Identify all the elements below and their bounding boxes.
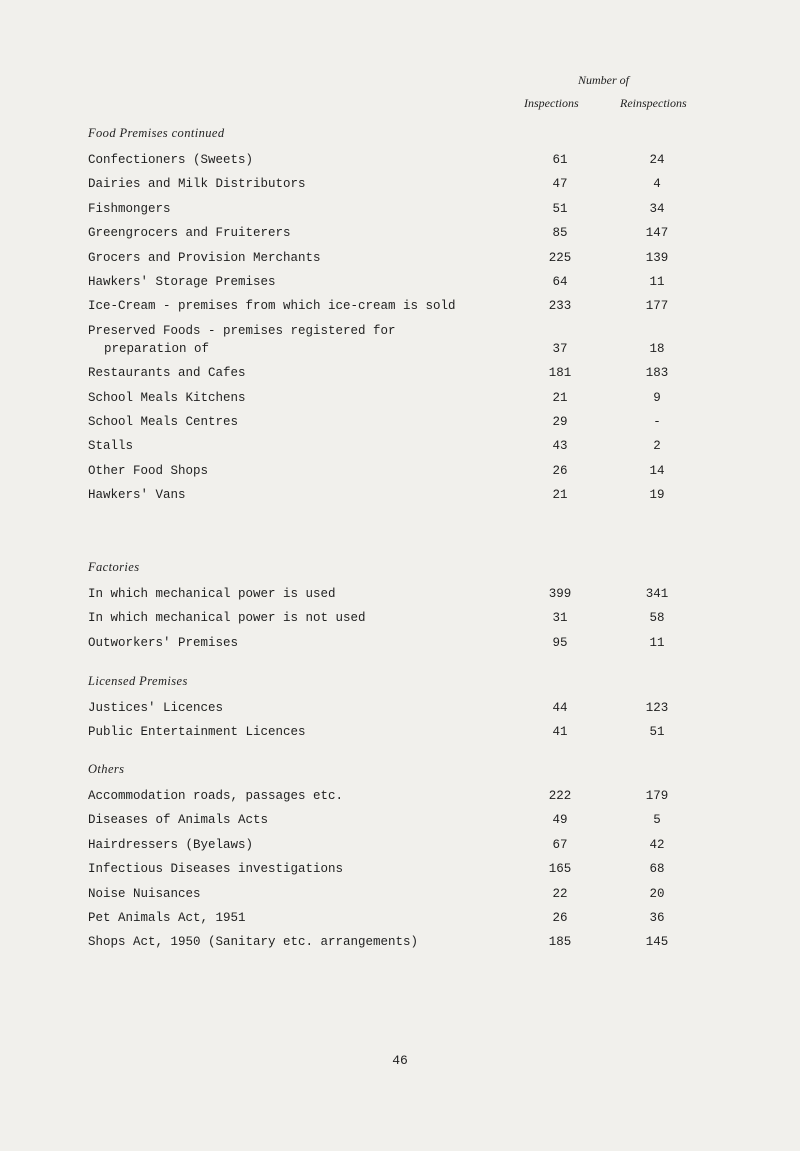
inspections-value: 51 <box>552 201 568 216</box>
row-label: Pet Animals Act, 1951 <box>88 911 246 925</box>
row-label: Fishmongers <box>88 201 171 216</box>
reinspections-value: 11 <box>649 275 665 289</box>
reinspections-value: 42 <box>649 837 665 852</box>
inspections-value: 31 <box>552 611 568 626</box>
reinspections-value: - <box>653 415 661 429</box>
reinspections-column-header: Reinspections <box>620 96 687 110</box>
row-label: Other Food Shops <box>88 463 209 478</box>
reinspections-value: 36 <box>649 911 665 925</box>
row-label: In which mechanical power is not used <box>88 611 366 626</box>
inspections-value: 85 <box>552 226 568 241</box>
row-label: In which mechanical power is used <box>88 587 336 601</box>
inspections-value: 233 <box>548 299 572 314</box>
reinspections-value: 2 <box>653 439 661 454</box>
row-label: School Meals Centres <box>88 415 239 429</box>
inspections-value: 44 <box>552 701 568 715</box>
reinspections-value: 4 <box>653 177 661 192</box>
row-label: Restaurants and Cafes <box>88 366 246 381</box>
reinspections-value: 123 <box>645 701 669 715</box>
reinspections-value: 5 <box>653 813 661 828</box>
row-label: Diseases of Animals Acts <box>88 813 269 828</box>
reinspections-value: 145 <box>645 935 669 950</box>
row-label: Hairdressers (Byelaws) <box>88 837 254 852</box>
row-label: Infectious Diseases investigations <box>88 862 344 877</box>
reinspections-value: 179 <box>645 789 669 803</box>
inspections-value: 21 <box>552 390 568 405</box>
inspections-value: 43 <box>552 439 568 454</box>
row-label-continuation: preparation of <box>104 341 210 356</box>
inspections-value: 222 <box>548 789 572 803</box>
row-label: Hawkers' Vans <box>88 488 186 503</box>
reinspections-value: 11 <box>649 635 665 650</box>
inspections-value: 64 <box>552 275 568 289</box>
row-label: School Meals Kitchens <box>88 390 246 405</box>
inspections-value: 47 <box>552 177 568 192</box>
reinspections-value: 19 <box>649 488 665 503</box>
reinspections-value: 24 <box>649 153 665 167</box>
inspections-value: 37 <box>552 341 568 356</box>
inspections-value: 22 <box>552 886 568 901</box>
reinspections-value: 68 <box>649 862 665 877</box>
inspections-value: 29 <box>552 415 568 429</box>
inspections-value: 49 <box>552 813 568 828</box>
inspections-value: 165 <box>548 862 572 877</box>
section-title: Factories <box>88 560 140 574</box>
reinspections-value: 139 <box>645 250 669 265</box>
page-number: 46 <box>392 1053 408 1068</box>
row-label: Accommodation roads, passages etc. <box>88 789 344 803</box>
inspections-value: 185 <box>548 935 572 950</box>
inspections-value: 95 <box>552 635 568 650</box>
inspections-value: 399 <box>548 587 572 601</box>
inspections-value: 26 <box>552 463 568 478</box>
reinspections-value: 20 <box>649 886 665 901</box>
reinspections-value: 18 <box>649 341 665 356</box>
reinspections-value: 9 <box>653 390 661 405</box>
row-label: Grocers and Provision Merchants <box>88 250 321 265</box>
inspections-value: 61 <box>552 153 568 167</box>
reinspections-value: 183 <box>645 366 669 381</box>
row-label: Preserved Foods - premises registered for <box>88 323 396 338</box>
row-label: Outworkers' Premises <box>88 635 239 650</box>
inspections-value: 41 <box>552 725 568 740</box>
reinspections-value: 341 <box>645 587 669 601</box>
row-label: Noise Nuisances <box>88 886 201 901</box>
row-label: Stalls <box>88 439 134 454</box>
reinspections-value: 34 <box>649 201 665 216</box>
row-label: Confectioners (Sweets) <box>88 153 254 167</box>
section-title: Licensed Premises <box>88 674 188 688</box>
inspections-value: 181 <box>548 366 572 381</box>
row-label: Public Entertainment Licences <box>88 725 306 740</box>
reinspections-value: 51 <box>649 725 665 740</box>
reinspections-value: 177 <box>645 299 669 314</box>
reinspections-value: 14 <box>649 463 665 478</box>
inspections-value: 225 <box>548 250 572 265</box>
inspections-value: 26 <box>552 911 568 925</box>
reinspections-value: 58 <box>649 611 665 626</box>
inspections-value: 67 <box>552 837 568 852</box>
reinspections-value: 147 <box>645 226 669 241</box>
inspections-column-header: Inspections <box>524 96 579 110</box>
row-label: Greengrocers and Fruiterers <box>88 226 291 241</box>
number-of-heading: Number of <box>578 73 629 87</box>
inspections-value: 21 <box>552 488 568 503</box>
row-label: Dairies and Milk Distributors <box>88 177 306 192</box>
row-label: Shops Act, 1950 (Sanitary etc. arrangements) <box>88 935 419 950</box>
row-label: Justices' Licences <box>88 701 224 715</box>
section-title: Others <box>88 762 125 776</box>
section-title: Food Premises continued <box>88 126 225 140</box>
row-label: Ice-Cream - premises from which ice-cream is sold <box>88 299 456 314</box>
row-label: Hawkers' Storage Premises <box>88 275 276 289</box>
